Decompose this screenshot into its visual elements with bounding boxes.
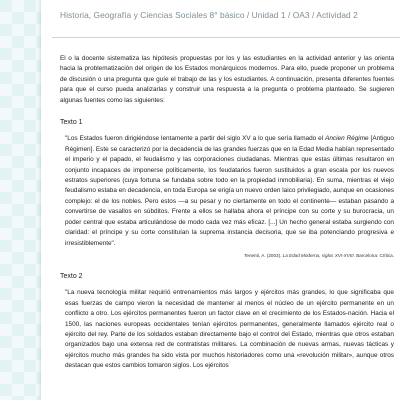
texto-2-title: Texto 2 [60, 272, 83, 280]
breadcrumb: Historia, Geografía y Ciencias Sociales 8° básico / Unidad 1 / OA3 / Actividad 2 [60, 10, 358, 20]
texto-1-part-2: Ancien Régime [325, 135, 369, 143]
citation-author: Tenenti, A. (2003). [244, 252, 283, 258]
texto-2-quote: "La nueva tecnología militar requirió entrenamientos más largos y ejércitos más grandes, lo que significaba que esas fuerzas de campo vieron la necesidad de mantener al menos el núcleo de un ejército permanente en un conflicto a otro. Los ejércitos permanentes fueron un factor clave en el crecimiento de los Estados-nación. Hacia el 1500, las naciones europeas occidentales tenían ejércitos permanentes, generalmente llamados ejército real o ejército del rey. Parte de los soldados estaban directamente bajo el control del Estado, mientras que otros estaban organizados bajo una extensa red de contratistas militares. La combinación de nuevas armas, nuevas tácticas y ejércitos mucho más grandes ha sido vista por muchos historiadores como una «revolución militar», aunque otros destacan que estos cambios tomaron siglos. Los ejércitos [65, 289, 394, 370]
texto-1-quote [65, 134, 394, 248]
document-content [60, 54, 394, 372]
texto-1-title: Texto 1 [60, 119, 83, 127]
intro-paragraph: El o la docente sistematiza las hipótesis propuestas por los y las estudiantes en la actividad anterior y las orienta hacia la problematización del origen de los Estados monárquicos modernos. Para ello, puede proponer un problema de discusión o una pregunta que guíe el trabajo de las y los estudiantes. A continuación, presenta diferentes fuentes para que el curso pueda analizarlas y construir una respuesta a la pregunta o problema planteado. Se sugieren algunas fuentes como las siguientes: [60, 55, 394, 104]
texto-1-part-1: "Los Estados fueron dirigiéndose lentamente a partir del siglo XV a lo que sería llamado el [65, 135, 326, 143]
texto-1-part-3: [Antiguo Régimen]. Este se caracterizó por la decadencia de las grandes fuerzas que en la Edad Media habían representado el imperio y el papado, el feudalismo y las corporaciones ciudadanas. Mientras que estas últimas resultaron en conjunto incapaces de imponerse políticamente, los feudatarios fueron sustituidos a gran escala por los nuevos estratos superiores (cuya fortuna se fundaba sobre todo en la propiedad inmobiliaria). En suma, mientras el viejo feudalismo estaba en decadencia, en toda Europa se erigía un nuevo orden laico privilegiado, aunque en ocasiones complejo: el de los nobles. Pero estos —a su pesar y no ciertamente en todo el continente— estaban pasando a convertirse de vasallos en súbditos. Frente a ellos se hallaba ahora el príncipe con su corte y su burocracia, un poder central que estaba articulándose de modo cada vez más eficaz. [...] Un hecho general estaba surgiendo con claridad: el príncipe y su corte constituían la suprema instancia decisoria, que se iba potenciando progresiva e irresistiblemente". [65, 135, 394, 247]
header-divider [52, 37, 400, 38]
citation-title: La Edad Moderna, siglos XVI-XVIII [282, 252, 354, 258]
citation-publisher: . Barcelona: Crítica. [353, 252, 394, 258]
texto-1-citation [60, 252, 394, 260]
